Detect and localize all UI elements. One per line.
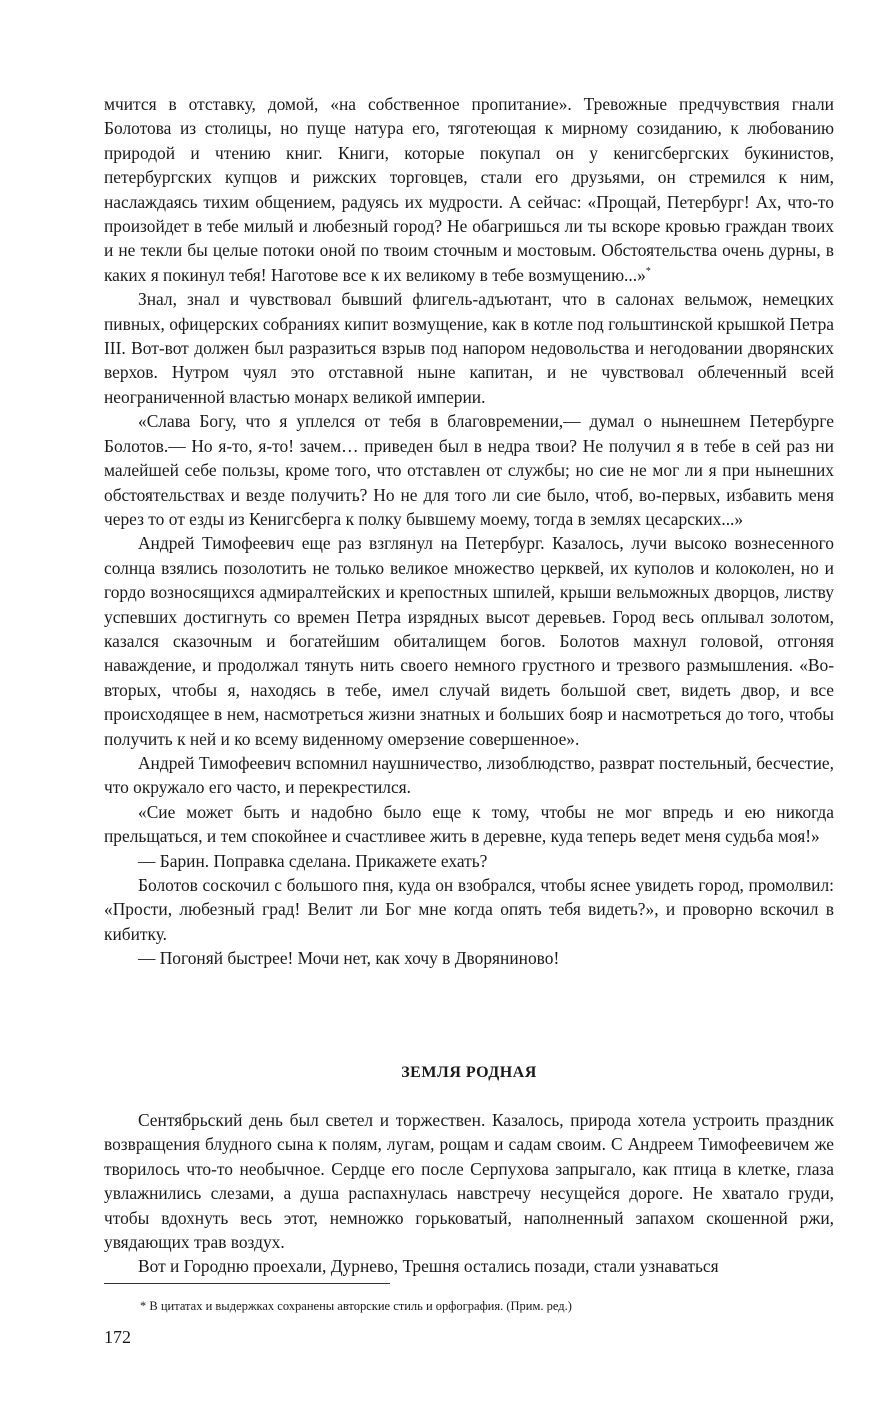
chapter-heading: ЗЕМЛЯ РОДНАЯ [401, 1064, 537, 1081]
footnote-divider [104, 1283, 390, 1284]
page-number: 172 [104, 1327, 131, 1347]
footnote: * В цитатах и выдержках сохранены авторские стиль и орфография. (Прим. ред.) [140, 1299, 572, 1313]
paragraph-5: Андрей Тимофеевич вспомнил наушничество, лизоблюдство, разврат постельный, бесчестие, что окружало его часто, и перекрестился. [104, 752, 834, 798]
chapter-paragraph-1: Сентябрьский день был светел и торжествен. Казалось, природа хотела устроить праздник возвращения блудного сына к полям, лугам, рощам и садам своим. С Андреем Тимофеевичем же творилось что-то необычное. Сердце его после Серпухова запрыгало, как птица в клетке, глаза увлажнились слезами, а душа распахнулась навстречу несущейся дороге. Не хватало груди, чтобы вдохнуть весь этот, немножко горьковатый, наполненный запахом скошенной ржи, увядающих трав воздух. [104, 1110, 834, 1253]
paragraph-3: «Слава Богу, что я уплелся от тебя в благовремении,— думал о нынешнем Петербурге Болотов.— Но я-то, я-то! зачем… приведен был в недра твои? Не получил я в тебе в сей раз ни малейшей себе пользы, кроме того, что отставлен от службы; но сие не мог ли я при нынешних обстоятельствах и везде получить? Но не для того ли сие было, чтоб, во-первых, избавить меня через то от езды из Кенигсберга к полку бывшему моему, тогда в землях цесарских...» [104, 411, 834, 529]
paragraph-6: «Сие может быть и надобно было еще к тому, чтобы не мог впредь и ею никогда прельщаться, и тем спокойнее и счастливее жить в деревне, куда теперь ведет меня судьба моя!» [104, 801, 834, 847]
paragraph-7: — Барин. Поправка сделана. Прикажете ехать? [138, 850, 488, 871]
chapter-paragraph-2: Вот и Городню проехали, Дурнево, Трешня остались позади, стали узнаваться [138, 1256, 719, 1277]
footnote-marker: * [645, 266, 651, 278]
paragraph-1 [104, 92, 834, 287]
main-text [104, 92, 834, 971]
chapter-text [104, 1108, 834, 1279]
paragraph-4: Андрей Тимофеевич еще раз взглянул на Петербург. Казалось, лучи высоко вознесенного солнца взялись позолотить не только великое множество церквей, их куполов и колоколен, но и гордо возносящихся адмиралтейских и крепостных шпилей, крыши вельможных дворцов, листву успевших достигнуть со времен Петра изрядных высот деревьев. Город весь оплывал золотом, казался сказочным и богатейшим обиталищем богов. Болотов махнул головой, отгоняя наваждение, и продолжал тянуть нить своего немного грустного и трезвого размышления. «Во-вторых, чтобы я, находясь в тебе, имел случай видеть большой свет, видеть двор, и все происходящее в нем, насмотреться жизни знатных и больших бояр и насмотреться до того, чтобы получить к ней и ко всему виденному омерзение совершенное». [104, 533, 834, 749]
paragraph-2: Знал, знал и чувствовал бывший флигель-адъютант, что в салонах вельмож, немецких пивных, офицерских собраниях кипит возмущение, как в котле под гольштинской крышкой Петра III. Вот-вот должен был разразиться взрыв под напором недовольства и негодовании дворянских верхов. Нутром чуял это отставной ныне капитан, и не чувствовал облеченный всей неограниченной властью монарх великой империи. [104, 289, 834, 407]
paragraph-8: Болотов соскочил с большого пня, куда он взобрался, чтобы яснее увидеть город, промолвил: «Прости, любезный град! Велит ли Бог мне когда опять тебя видеть?», и проворно вскочил в кибитку. [104, 875, 834, 944]
paragraph-1-text: мчится в отставку, домой, «на собственное пропитание». Тревожные предчувствия гнали Болотова из столицы, но пуще натура его, тяготеющая к мирному созиданию, к любованию природой и чтению книг. Книги, которые покупал он у кенигсбергских букинистов, петербургских купцов и рижских торговцев, стали его друзьями, он стремился к ним, наслаждаясь тихим общением, радуясь их мудрости. А сейчас: «Прощай, Петербург! Ах, что-то произойдет в тебе милый и любезный город? Не обагришься ли ты вскоре кровью граждан твоих и не текли бы целые потоки оной по твоим сточным и мостовым. Обстоятельства очень дурны, в каких я покинул тебя! Наготове все к их великому в тебе возмущению...» [104, 94, 834, 285]
paragraph-9: — Погоняй быстрее! Мочи нет, как хочу в Дворяниново! [138, 948, 560, 969]
